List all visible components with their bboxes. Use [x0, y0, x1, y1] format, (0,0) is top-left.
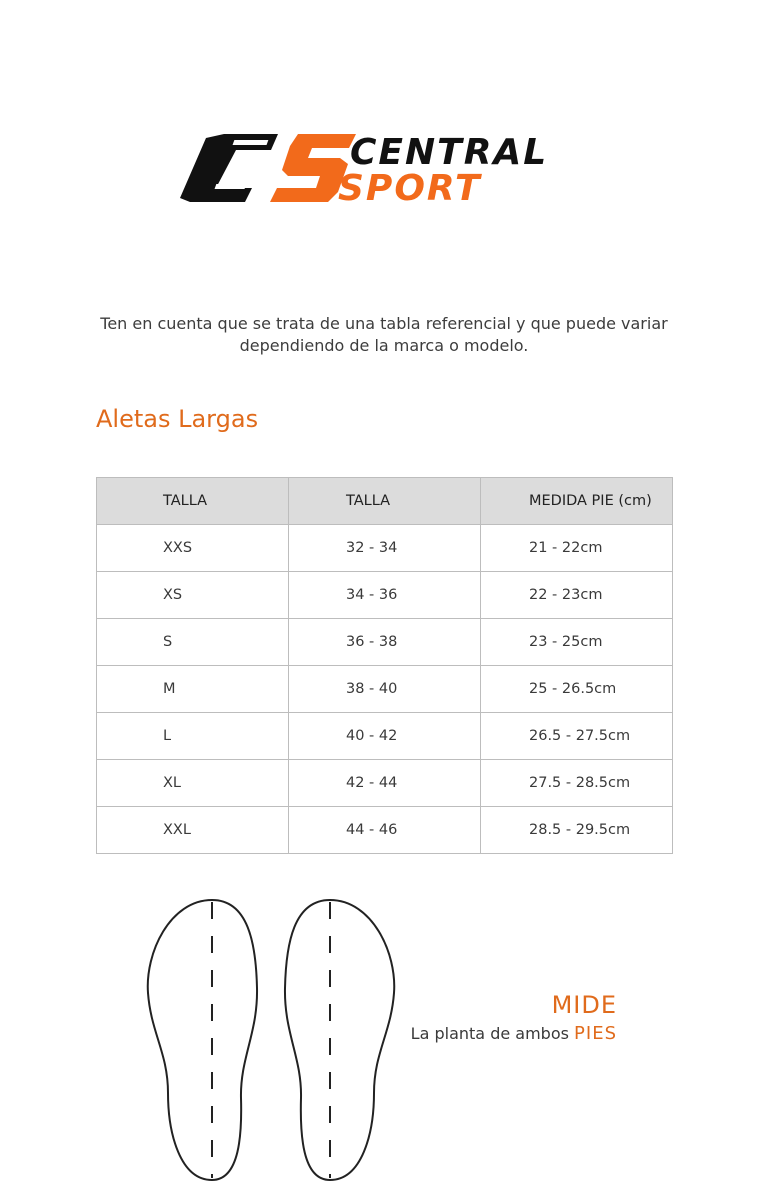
header-foot-length: MEDIDA PIE (cm)	[481, 478, 673, 525]
eu-size-cell: 34 - 36	[289, 572, 481, 619]
intro-line-1: Ten en cuenta que se trata de una tabla referencial y que puede variar	[100, 314, 668, 333]
size-cell: XL	[97, 760, 289, 807]
size-cell: L	[97, 713, 289, 760]
eu-size-cell: 38 - 40	[289, 666, 481, 713]
table-row	[97, 713, 673, 760]
table-row	[97, 525, 673, 572]
central-sport-logo	[178, 130, 590, 206]
table-row	[97, 807, 673, 854]
table-header-row	[97, 478, 673, 525]
logo-word-central: CENTRAL	[350, 132, 549, 173]
foot-length-cell: 23 - 25cm	[481, 619, 673, 666]
intro-note	[60, 313, 708, 357]
foot-length-cell: 22 - 23cm	[481, 572, 673, 619]
foot-length-cell: 27.5 - 28.5cm	[481, 760, 673, 807]
foot-soles-icon	[140, 893, 402, 1185]
foot-length-cell: 28.5 - 29.5cm	[481, 807, 673, 854]
size-cell: M	[97, 666, 289, 713]
eu-size-cell: 44 - 46	[289, 807, 481, 854]
logo-word-sport: SPORT	[338, 168, 482, 206]
size-cell: XXS	[97, 525, 289, 572]
measure-subtitle	[411, 1023, 617, 1044]
size-table	[96, 477, 673, 854]
foot-soles	[140, 893, 402, 1185]
measure-subtitle-accent: PIES	[574, 1023, 617, 1044]
table-row	[97, 572, 673, 619]
measure-title: MIDE	[551, 991, 617, 1019]
measure-subtitle-text: La planta de ambos	[410, 1024, 575, 1043]
section-title: Aletas Largas	[96, 405, 259, 433]
table-row	[97, 666, 673, 713]
eu-size-cell: 36 - 38	[289, 619, 481, 666]
intro-line-2: dependiendo de la marca o modelo.	[239, 336, 529, 355]
header-eu-size: TALLA	[289, 478, 481, 525]
foot-length-cell: 21 - 22cm	[481, 525, 673, 572]
foot-length-cell: 25 - 26.5cm	[481, 666, 673, 713]
eu-size-cell: 32 - 34	[289, 525, 481, 572]
size-cell: S	[97, 619, 289, 666]
size-cell: XXL	[97, 807, 289, 854]
eu-size-cell: 42 - 44	[289, 760, 481, 807]
table-row	[97, 760, 673, 807]
table-row	[97, 619, 673, 666]
eu-size-cell: 40 - 42	[289, 713, 481, 760]
central-sport-logo-icon	[178, 130, 590, 206]
foot-length-cell: 26.5 - 27.5cm	[481, 713, 673, 760]
header-size: TALLA	[97, 478, 289, 525]
size-cell: XS	[97, 572, 289, 619]
